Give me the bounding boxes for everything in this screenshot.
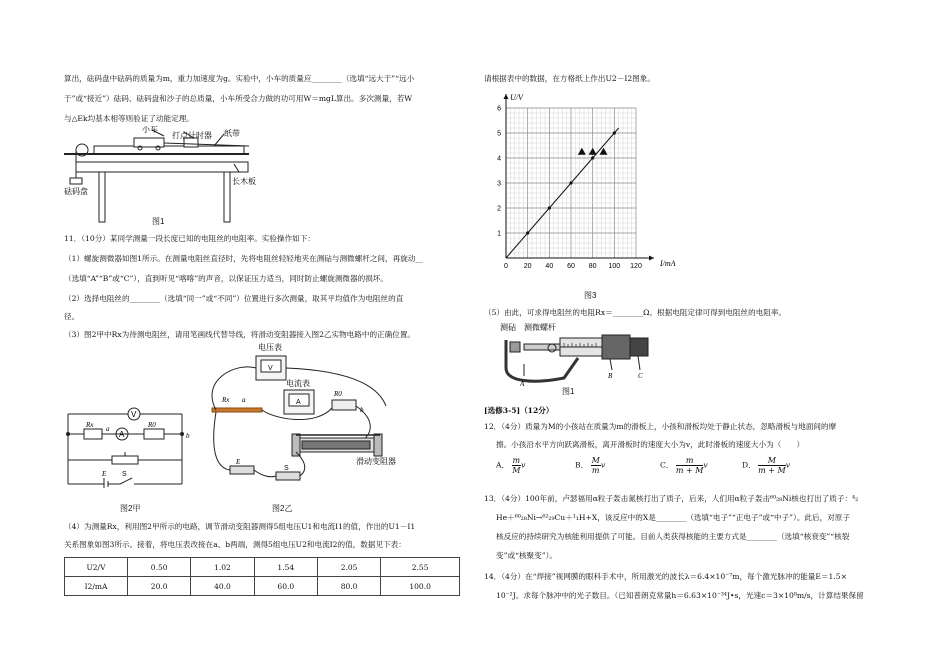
data-point: [526, 231, 529, 234]
q12-option-a[interactable]: [496, 456, 525, 475]
fig1-caption: 图1: [152, 217, 165, 226]
y-tick-label: 1: [497, 230, 501, 238]
intro-line-2: 于”或“接近”）砝码、砝码盘和沙子的总质量，小车所受合力做的功可用W＝mgL算出。多次测量，若W: [64, 94, 413, 103]
q12-option-d[interactable]: [742, 456, 790, 475]
q13-line-2: He＋⁶⁰₂₈Ni→⁶²₂₉Cu＋¹₁H+X，该反应中的X是________（选填“电子”“正电子”或“中子”）。此后，对原子: [496, 513, 850, 522]
micrometer-label-spindle: 测微螺杆: [524, 323, 556, 332]
fig2a-label-a: a: [106, 425, 110, 433]
option-numerator: M: [758, 456, 786, 466]
y-tick-label: 3: [497, 180, 501, 188]
fig2a-label-b: b: [186, 432, 190, 440]
micrometer-label-anvil: 测砧: [500, 323, 516, 332]
section-heading: [选修3-5]（12分）: [484, 406, 554, 415]
fig2b-label-a: a: [242, 396, 246, 404]
fig2a-label-A: A: [119, 430, 125, 439]
table-cell: 0.50: [128, 558, 191, 577]
q13-line-3: 核反应的持续研究为核能利用提供了可能。目前人类获得核能的主要方式是________（选填“核衰变”“核裂: [496, 532, 850, 541]
fig2a-label-S: S: [122, 471, 127, 478]
table-cell: 80.0: [317, 577, 380, 596]
fig2b-caption: 图2乙: [272, 504, 293, 513]
x-tick-label: 80: [588, 263, 597, 270]
fig2b-label-S: S: [284, 465, 289, 472]
fig2b-label-A: A: [296, 399, 301, 406]
y-tick-label: 2: [497, 205, 501, 213]
table-row: [65, 558, 460, 577]
micrometer-label-C: C: [638, 372, 643, 380]
figure-3-u-i-graph: [484, 88, 684, 288]
y-tick-label: 5: [497, 130, 501, 138]
q11-line-1: 11．（10分）某同学测量一段长度已知的电阻丝的电阻率。实验操作如下：: [64, 234, 315, 243]
chart-ylabel: U/V: [510, 93, 523, 102]
y-tick-label: 6: [497, 105, 501, 113]
q11-line-2: （1）螺旋测微器如图1所示。在测量电阻丝直径时，先将电阻丝轻轻地夹在测砧与测微螺杆之间，再旋动__: [64, 254, 423, 263]
fig2b-label-Rx: Rx: [222, 396, 230, 404]
triangle-marker: [578, 148, 586, 155]
option-denominator: m + M: [675, 466, 704, 475]
option-suffix: v: [521, 460, 526, 470]
micrometer-label-A: A: [520, 380, 525, 388]
fig2b-label-V: V: [268, 365, 273, 372]
fig2b-label-R0: R0: [334, 390, 342, 398]
table-head-u2: U2/V: [65, 558, 128, 577]
data-point: [613, 131, 616, 134]
option-suffix: v: [600, 460, 606, 470]
figure-2b-physical-circuit: [206, 340, 416, 498]
q12-option-b[interactable]: [575, 456, 605, 475]
table-cell: 40.0: [191, 577, 254, 596]
option-numerator: M: [591, 456, 600, 465]
fig3-caption: 图3: [584, 291, 597, 300]
option-label: B．: [575, 460, 589, 470]
table-cell: 1.54: [254, 558, 317, 577]
fig2a-label-Rx: Rx: [86, 421, 94, 429]
fig2a-label-V: V: [131, 410, 137, 419]
option-label: C．: [660, 460, 674, 470]
x-tick-label: 100: [608, 263, 621, 270]
option-suffix: v: [703, 460, 708, 470]
micrometer-caption: 图1: [562, 387, 575, 396]
fig1-label-weight: 砝码盘: [64, 187, 88, 196]
fig1-label-tape: 纸带: [224, 129, 240, 138]
x-tick-label: 60: [567, 263, 575, 270]
fig2a-label-R0: R0: [148, 421, 156, 429]
figure-2a-circuit-diagram: [64, 398, 194, 488]
option-suffix: v: [785, 460, 790, 470]
figure-1-micrometer: [494, 318, 664, 392]
intro-line-3: 与△Ek均基本相等则验证了动能定理。: [64, 114, 194, 123]
table-cell: 2.55: [381, 558, 460, 577]
fig2b-label-b: b: [360, 406, 364, 414]
q11-line-5: 径。: [64, 312, 80, 321]
q11-line-3: （选填“A”“B”或“C”），直到听见“喀喀”的声音，以保证压力适当，同时防止螺旋测微器的损坏。: [64, 274, 388, 283]
option-label: D．: [742, 460, 756, 470]
fig1-label-car: 小车: [142, 126, 158, 134]
plot-intro: 请根据表中的数据，在方格纸上作出U2－I2图象。: [484, 74, 655, 83]
y-axis-arrow: [504, 94, 509, 99]
table-head-i2: I2/mA: [65, 577, 128, 596]
x-tick-label: 20: [523, 263, 532, 270]
figure-1-cart-apparatus: [64, 126, 284, 226]
intro-line-1: 算出，砝码盘中砝码的质量为m，重力加速度为g。实验中，小车的质量应________（选填“远大于”“远小: [64, 74, 415, 83]
q11-4-line-1: （4）为测量Rx，利用图2甲所示的电路，调节滑动变阻器测得5组电压U1和电流I1的值，作出的U1－I1: [64, 522, 416, 531]
option-denominator: M: [512, 466, 521, 475]
q13-line-1: 13．（4分）100年前，卢瑟福用α粒子轰击氮核打出了质子，后来，人们用α粒子轰击⁶⁰₂₈Ni核也打出了质子：⁴₂: [484, 494, 859, 503]
chart-xlabel: I/mA: [660, 259, 676, 268]
q12-line-1: 12．（4分）质量为M的小孩站在质量为m的滑板上，小孩和滑板均处于静止状态，忽略滑板与地面间的摩: [484, 422, 837, 431]
table-cell: 100.0: [381, 577, 460, 596]
data-point: [569, 181, 572, 184]
option-denominator: m + M: [758, 466, 786, 475]
triangle-marker: [589, 148, 597, 155]
q14-line-1: 14．（4分）在“焊接”视网膜的眼科手术中，所用激光的波长λ＝6.4×10⁻⁷m，每个激光脉冲的能量E＝1.5×: [484, 572, 847, 581]
fig2a-caption: 图2甲: [120, 504, 141, 513]
option-label: A．: [496, 460, 510, 470]
fig2b-label-ammeter: 电流表: [286, 379, 310, 388]
q14-line-2: 10⁻²J。求每个脉冲中的光子数目。（已知普朗克常量h＝6.63×10⁻³⁴J•s，光速c＝3×10⁸m/s，计算结果保留: [496, 591, 864, 600]
x-axis-arrow: [649, 256, 654, 261]
q11-line-4: （2）选择电阻丝的________（选填“同一”或“不同”）位置进行多次测量，取其平均值作为电阻丝的直: [64, 294, 404, 303]
fig1-label-board: 长木板: [232, 177, 256, 186]
data-point: [591, 156, 594, 159]
x-tick-label: 120: [630, 263, 642, 270]
option-numerator: m: [676, 456, 704, 466]
table-row: [65, 577, 460, 596]
fig2a-label-E: E: [102, 470, 107, 478]
q13-line-4: 变”或“核聚变”）。: [496, 551, 558, 560]
table-cell: 20.0: [128, 577, 191, 596]
table-cell: 1.02: [191, 558, 254, 577]
q11-line-6: （3）图2甲中Rx为待测电阻丝，请用笔画线代替导线，将滑动变阻器接入图2乙实物电路中的正确位置。: [64, 330, 416, 339]
q12-line-2: 擦。小孩沿水平方向跃离滑板，离开滑板时的速度大小为v，此时滑板的速度大小为（ ）: [496, 440, 805, 449]
fig1-label-timer: 打点计时器: [172, 131, 212, 140]
data-point: [548, 206, 551, 209]
y-tick-label: 4: [497, 155, 501, 163]
q12-option-c[interactable]: [660, 456, 708, 475]
q11-4-line-2: 关系图象如图3所示。接着，将电压表改接在a、b两端，测得5组电压U2和电流I2的值，数据见下表：: [64, 540, 406, 549]
table-cell: 60.0: [254, 577, 317, 596]
q11-5: （5）由此，可求得电阻丝的电阻Rx＝________Ω。根据电阻定律可得到电阻丝的电阻率。: [484, 308, 787, 317]
fig2b-label-E: E: [236, 458, 241, 466]
option-numerator: m: [512, 456, 521, 465]
x-tick-label: 40: [545, 263, 554, 270]
option-denominator: m: [591, 466, 600, 475]
data-table: [64, 557, 460, 596]
fig2b-label-rheostat: 滑动变阻器: [356, 457, 396, 466]
x-tick-label: 0: [504, 263, 508, 270]
micrometer-label-B: B: [608, 372, 613, 380]
fig2b-label-voltmeter: 电压表: [258, 343, 282, 352]
table-cell: 2.05: [317, 558, 380, 577]
